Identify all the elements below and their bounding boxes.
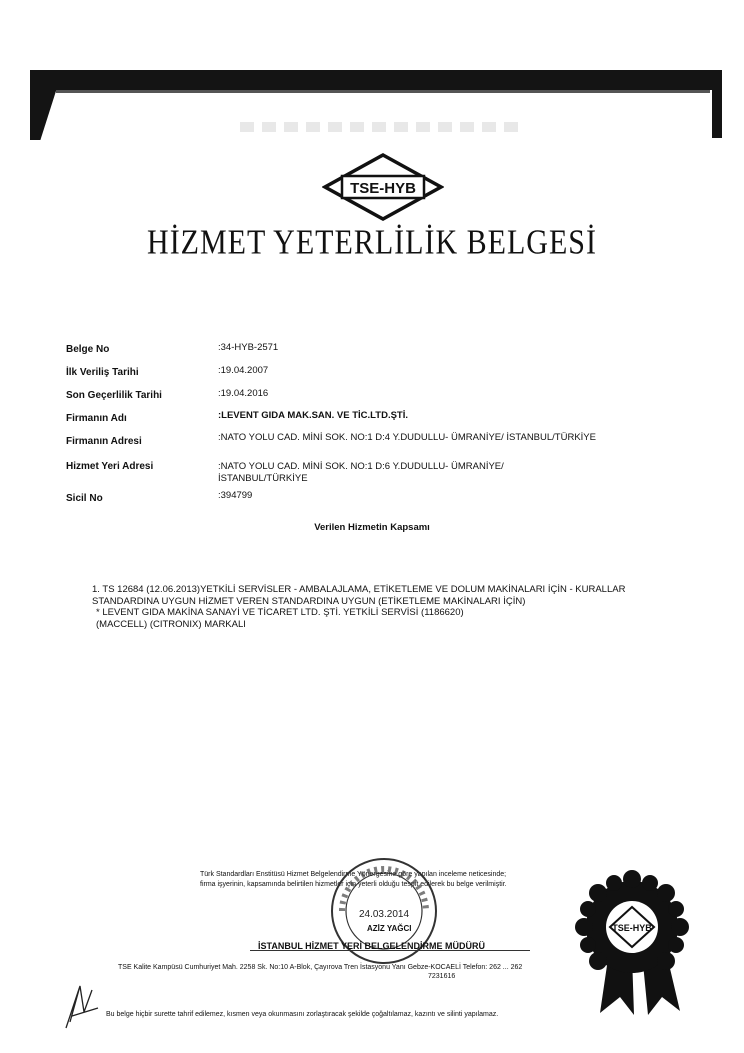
signature (62, 982, 102, 1032)
value-firma-adresi: :NATO YOLU CAD. MİNİ SOK. NO:1 D:4 Y.DUDULLU- ÜMRANİYE/ İSTANBUL/TÜRKİYE (218, 432, 596, 443)
value-firma-adi: :LEVENT GIDA MAK.SAN. VE TİC.LTD.ŞTİ. (218, 410, 408, 421)
scope-title: Verilen Hizmetin Kapsamı (314, 522, 430, 533)
value-ilk-verilis: :19.04.2007 (218, 365, 269, 376)
scope-line: (MACCELL) (CITRONIX) MARKALI (96, 618, 246, 630)
label-firma-adi: Firmanın Adı (66, 413, 127, 424)
footer-address-line: TSE Kalite Kampüsü Cumhuriyet Mah. 2258 Sk. No:10 A-Blok, Çayırova Tren İstasyonu Yanı Gebze-KOCAELİ Telefon: 262 ... 262 (118, 964, 523, 971)
label-belge-no: Belge No (66, 344, 110, 355)
document-title: HİZMET YETERLİLİK BELGESİ (147, 223, 597, 262)
footer-note-line: firma işyerinin, kapsamında belirtilen hizmetler için yeterli olduğu tespit edilerek bu belge verilmiştir. (200, 880, 507, 888)
seal-text: TSE-HYB (612, 923, 652, 933)
value-hizmet-yeri: :NATO YOLU CAD. MİNİ SOK. NO:1 D:6 Y.DUDULLU- ÜMRANİYE/ (218, 461, 504, 472)
label-son-gecerlilik: Son Geçerlilik Tarihi (66, 390, 162, 401)
scan-border-left (30, 70, 56, 140)
scope-line: STANDARDINA UYGUN HİZMET VEREN STANDARDINA UYGUN (ETİKETLEME MAKİNALARI İÇİN) (92, 595, 526, 607)
scan-inner-line (56, 90, 710, 93)
issuing-unit: İSTANBUL HİZMET YERİ BELGELENDİRME MÜDÜRÜ (258, 941, 486, 951)
label-firma-adresi: Firmanın Adresi (66, 436, 142, 447)
footer-phone-tail: 7231616 (428, 973, 456, 980)
value-belge-no: :34-HYB-2571 (218, 342, 279, 353)
value-hizmet-yeri-line2: İSTANBUL/TÜRKİYE (218, 473, 308, 484)
label-hizmet-yeri: Hizmet Yeri Adresi (66, 461, 154, 472)
watermark-ghost-text (240, 122, 520, 132)
signatory-name: AZİZ YAĞCI (367, 924, 412, 933)
scan-border-right (712, 70, 722, 138)
scope-text (92, 584, 682, 630)
value-son-gecerlilik: :19.04.2016 (218, 388, 269, 399)
scope-line: * LEVENT GIDA MAKİNA SANAYİ VE TİCARET LTD. ŞTİ. YETKİLİ SERVİSİ (1186620) (96, 607, 464, 618)
label-ilk-verilis: İlk Veriliş Tarihi (66, 367, 139, 378)
label-sicil-no: Sicil No (66, 493, 103, 504)
footer-warning: Bu belge hiçbir surette tahrif edilemez, kısmen veya okunmasını zorlaştıracak şekilde çoğaltılamaz, kazıntı ve silinti yapılamaz. (106, 1011, 499, 1018)
footer-note-line: Türk Standardları Enstitüsü Hizmet Belgelendirme Yönergesine göre yapılan inceleme neticesinde; (200, 871, 507, 878)
value-sicil-no: :394799 (218, 490, 253, 501)
scope-line: 1. TS 12684 (12.06.2013)YETKİLİ SERVİSLER - AMBALAJLAMA, ETİKETLEME VE DOLUM MAKİNALARI İÇİN - KURALLAR (92, 584, 626, 595)
stamp-date: 24.03.2014 (358, 909, 410, 920)
tse-hyb-logo (322, 152, 444, 222)
scan-border-top (30, 70, 720, 90)
wax-seal (572, 865, 692, 1015)
logo-text: TSE-HYB (350, 180, 416, 197)
